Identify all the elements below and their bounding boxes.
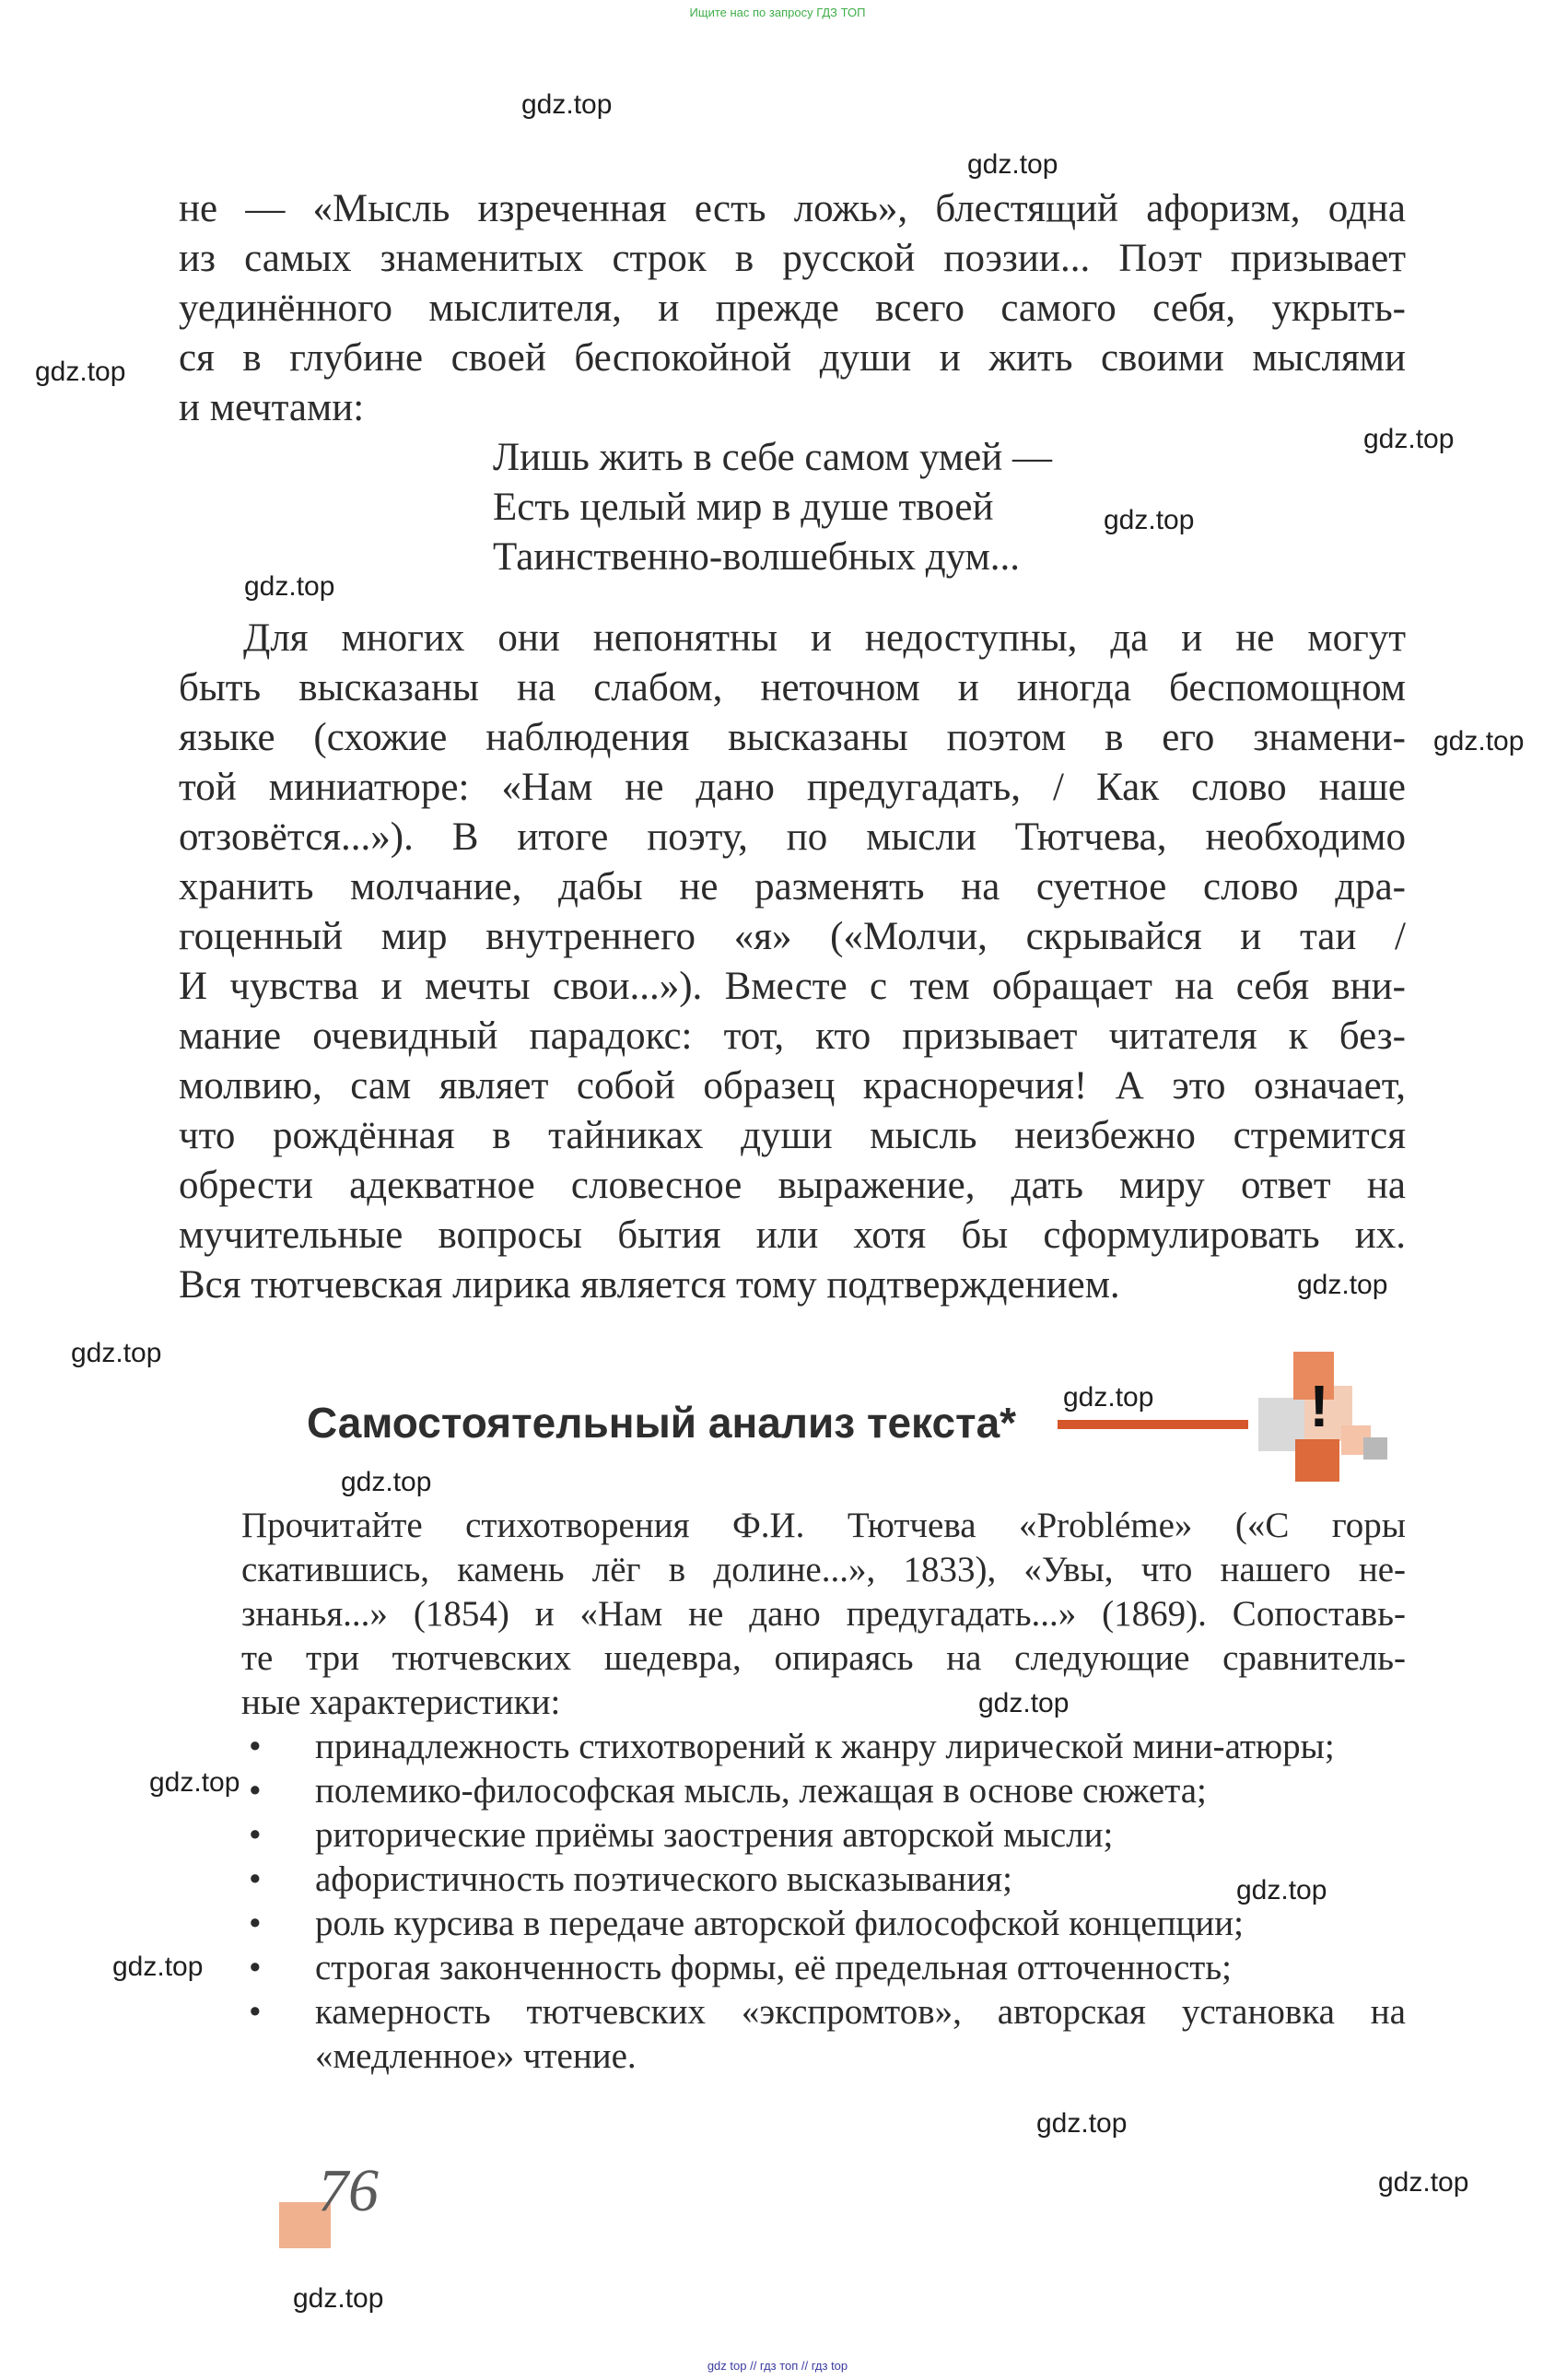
watermark: gdz.top <box>521 89 613 120</box>
text-line: мучительные вопросы бытия или хотя бы сформулировать их. <box>179 1213 1406 1257</box>
text-line: обрести адекватное словесное выражение, дать миру ответ на <box>179 1164 1406 1207</box>
text-line: языке (схожие наблюдения высказаны поэтом в его знамени- <box>179 716 1406 759</box>
task-paragraph <box>241 1504 1406 1725</box>
section-heading: Самостоятельный анализ текста* <box>307 1399 1017 1447</box>
bullet-icon: • <box>249 1771 262 1811</box>
watermark: gdz.top <box>978 1688 1070 1718</box>
bullet-icon: • <box>249 1815 262 1855</box>
text-line: быть высказаны на слабом, неточном и иногда беспомощном <box>179 666 1406 709</box>
watermark: gdz.top <box>341 1467 432 1497</box>
list-item <box>241 1813 1406 1858</box>
watermark: gdz.top <box>1236 1875 1327 1905</box>
watermark: gdz.top <box>967 149 1058 180</box>
text-line: знанья...» (1854) и «Нам не дано предугадать...» (1869). Сопоставь- <box>241 1594 1406 1634</box>
page-number: 76 <box>318 2157 379 2224</box>
watermark: gdz.top <box>112 1952 204 1982</box>
paragraph-2 <box>179 614 1406 1310</box>
watermark: gdz.top <box>71 1338 162 1368</box>
text-line: ся в глубине своей беспокойной души и жить своими мыслями <box>179 336 1406 380</box>
text-line: из самых знаменитых строк в русской поэзии... Поэт призывает <box>179 237 1406 280</box>
bottom-banner[interactable]: gdz top // гдз топ // гдз top <box>707 2359 848 2373</box>
poem-line: Таинственно-волшебных дум... <box>493 535 1021 579</box>
poem-line: Лишь жить в себе самом умей — <box>493 436 1052 479</box>
list-item-text: принадлежность стихотворений к жанру лирической мини-атюры; <box>315 1727 1335 1766</box>
text-line: Прочитайте стихотворения Ф.И. Тютчева «Probléme» («С горы <box>241 1506 1406 1545</box>
list-item <box>241 1769 1406 1813</box>
watermark: gdz.top <box>1363 424 1455 454</box>
text-line: И чувства и мечты свои...»). Вместе с тем обращает на себя вни- <box>179 965 1406 1008</box>
list-item-text: роль курсива в передаче авторской философской концепции; <box>315 1904 1245 1943</box>
text-line: молвию, сам являет собой образец красноречия! А это означает, <box>179 1064 1406 1108</box>
watermark: gdz.top <box>293 2283 384 2314</box>
list-item <box>241 1990 1406 2079</box>
watermark: gdz.top <box>35 357 126 387</box>
list-item-text: строгая законченность формы, её предельная отточенность; <box>315 1948 1232 1987</box>
text-line: Для многих они непонятны и недоступны, да и не могут <box>243 616 1406 660</box>
list-item-text: афористичность поэтического высказывания; <box>315 1859 1012 1899</box>
list-item-text: полемико-философская мысль, лежащая в основе сюжета; <box>315 1771 1207 1811</box>
bullet-icon: • <box>249 1859 262 1899</box>
watermark: gdz.top <box>149 1767 240 1798</box>
text-line: скатившись, камень лёг в долине...», 1833), «Увы, что нашего не- <box>241 1550 1406 1589</box>
heading-rule <box>1058 1420 1248 1429</box>
list-item-text: риторические приёмы заострения авторской мысли; <box>315 1815 1114 1855</box>
text-line: уединённого мыслителя, и прежде всего самого себя, укрыть- <box>179 287 1406 330</box>
icon-square-red <box>1295 1439 1339 1482</box>
watermark: gdz.top <box>1297 1270 1388 1300</box>
poem-line: Есть целый мир в душе твоей <box>493 486 994 529</box>
icon-square-small-grey <box>1363 1437 1387 1460</box>
list-item <box>241 1902 1406 1946</box>
bullet-icon: • <box>249 1948 262 1987</box>
text-line: те три тютчевских шедевра, опираясь на следующие сравнитель- <box>241 1638 1406 1678</box>
text-line: той миниатюре: «Нам не дано предугадать, / Как слово наше <box>179 766 1406 809</box>
watermark: gdz.top <box>1036 2108 1128 2139</box>
text-line: гоценный мир внутреннего «я» («Молчи, скрывайся и таи / <box>179 915 1406 958</box>
watermark: gdz.top <box>244 571 335 602</box>
bullet-icon: • <box>249 1904 262 1943</box>
text-line: не — «Мысль изреченная есть ложь», блестящий афоризм, одна <box>179 187 1406 230</box>
text-line: что рождённая в тайниках души мысль неизбежно стремится <box>179 1114 1406 1157</box>
text-line: отзовётся...»). В итоге поэту, по мысли Тютчева, необходимо <box>179 815 1406 859</box>
text-line: хранить молчание, дабы не разменять на суетное слово дра- <box>179 865 1406 909</box>
task-exclamation-icon <box>1249 1347 1406 1485</box>
list-item-text: камерность тютчевских «экспромтов», авторская установка на «медленное» чтение. <box>315 1992 1406 2076</box>
watermark: gdz.top <box>1378 2167 1469 2198</box>
characteristics-list <box>241 1725 1406 2079</box>
bullet-icon: • <box>249 1992 262 2032</box>
icon-exclamation-mark: ! <box>1309 1373 1329 1439</box>
watermark: gdz.top <box>1063 1382 1154 1413</box>
paragraph-1 <box>179 184 1406 433</box>
text-line: мание очевидный парадокс: тот, кто призывает читателя к без- <box>179 1014 1406 1058</box>
text-line: Вся тютчевская лирика является тому подтверждением. <box>179 1263 1120 1307</box>
watermark: gdz.top <box>1433 726 1525 756</box>
bullet-icon: • <box>249 1727 262 1766</box>
watermark: gdz.top <box>1104 505 1195 535</box>
list-item <box>241 1946 1406 1990</box>
top-banner[interactable]: Ищите нас по запросу ГДЗ ТОП <box>689 6 866 19</box>
text-line: и мечтами: <box>179 386 365 429</box>
list-item <box>241 1725 1406 1769</box>
list-item <box>241 1858 1406 1902</box>
text-line: ные характеристики: <box>241 1682 561 1722</box>
